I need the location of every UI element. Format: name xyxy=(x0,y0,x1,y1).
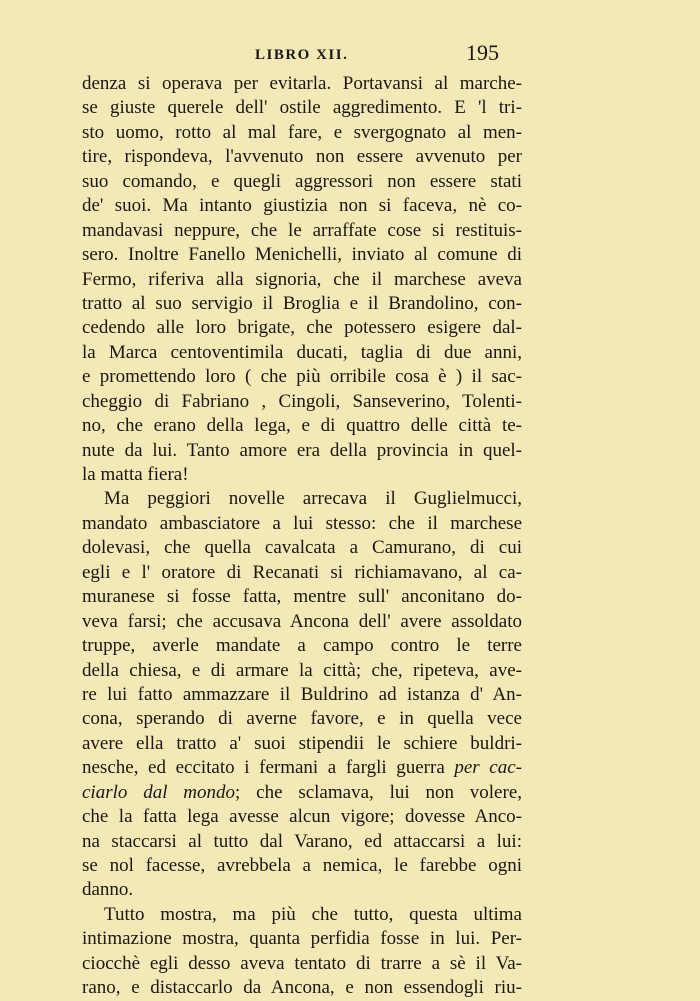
text-line: se giuste querele dell' ostile aggredimento. E 'l tri- xyxy=(82,97,522,119)
text-line: avere ella tratto a' suoi stipendii le schiere buldri- xyxy=(82,732,522,754)
paragraph-end-line: danno. xyxy=(82,879,134,901)
running-title: LIBRO XII. xyxy=(255,47,349,63)
paragraph-start-line: Tutto mostra, ma più che tutto, questa ultima xyxy=(104,903,522,925)
text-line: cedendo alle loro brigate, che potessero esigere dal- xyxy=(82,317,522,339)
text-line: Fermo, riferiva alla signoria, che il marchese aveva xyxy=(82,268,522,290)
text-line: cheggio di Fabriano , Cingoli, Sanseverino, Tolenti- xyxy=(82,390,522,412)
text-line: tratto al suo servigio il Broglia e il Brandolino, con- xyxy=(82,292,522,314)
text-line: intimazione mostra, quanta perfidia fosse in lui. Per- xyxy=(82,928,522,950)
text-line: suo comando, e quegli aggressori non essere stati xyxy=(82,170,522,192)
text-line: dolevasi, che quella cavalcata a Camurano, di cui xyxy=(82,537,522,559)
text-line: denza si operava per evitarla. Portavansi al marche- xyxy=(82,73,522,94)
text-line: veva farsi; che accusava Ancona dell' avere assoldato xyxy=(82,610,522,632)
text-line: mandato ambasciatore a lui stesso: che il marchese xyxy=(82,512,522,534)
body-text xyxy=(82,72,522,1001)
text-line: truppe, averle mandate a campo contro le terre xyxy=(82,635,522,657)
text-segment: ; che sclamava, lui non volere, xyxy=(235,781,522,803)
text-line: muranese si fosse fatta, mentre sull' anconitano do- xyxy=(82,586,522,608)
text-line: la Marca centoventimila ducati, taglia di due anni, xyxy=(82,341,522,363)
text-line: rano, e distaccarlo da Ancona, e non essendogli riu- xyxy=(82,977,522,999)
text-line: egli e l' oratore di Recanati si richiamavano, al ca- xyxy=(82,561,522,583)
page-number: 195 xyxy=(466,40,499,65)
text-line: della chiesa, e di armare la città; che, ripeteva, ave- xyxy=(82,659,522,681)
text-line: cona, sperando di averne favore, e in quella vece xyxy=(82,708,522,730)
text-line: se nol facesse, avrebbela a nemica, le farebbe ogni xyxy=(82,855,522,876)
paragraph-start-line: Ma peggiori novelle arrecava il Guglielmucci, xyxy=(104,488,522,510)
text-segment: nesche, ed eccitato i fermani a fargli guerra xyxy=(82,757,445,779)
italic-phrase: per cac- xyxy=(454,757,522,779)
text-line: de' suoi. Ma intanto giustizia non si faceva, nè co- xyxy=(82,195,522,217)
text-line: nute da lui. Tanto amore era della provincia in quel- xyxy=(82,439,522,461)
text-line: sero. Inoltre Fanello Menichelli, inviato al comune di xyxy=(82,244,522,266)
text-line: e promettendo loro ( che più orribile cosa è ) il sac- xyxy=(82,366,522,388)
text-line: no, che erano della lega, e di quattro delle città te- xyxy=(82,415,522,437)
text-line: ciocchè egli desso aveva tentato di trarre a sè il Va- xyxy=(82,952,522,974)
text-line: sto uomo, rotto al mal fare, e svergognato al men- xyxy=(82,121,522,143)
italic-phrase: ciarlo dal mondo xyxy=(82,781,236,803)
paragraph-end-line: la matta fiera! xyxy=(82,464,189,485)
text-line-with-italic xyxy=(82,781,522,805)
text-line: mandavasi neppure, che le arraffate cose si restituis- xyxy=(82,219,522,241)
page-header xyxy=(0,40,700,70)
text-line: re lui fatto ammazzare il Buldrino ad istanza d' An- xyxy=(82,683,522,705)
text-line: che la fatta lega avesse alcun vigore; dovesse Anco- xyxy=(82,806,522,828)
text-line-with-italic xyxy=(82,756,522,780)
text-line: na staccarsi al tutto dal Varano, ed attaccarsi a lui: xyxy=(82,830,522,852)
text-line: tire, rispondeva, l'avvenuto non essere avvenuto per xyxy=(82,146,522,168)
